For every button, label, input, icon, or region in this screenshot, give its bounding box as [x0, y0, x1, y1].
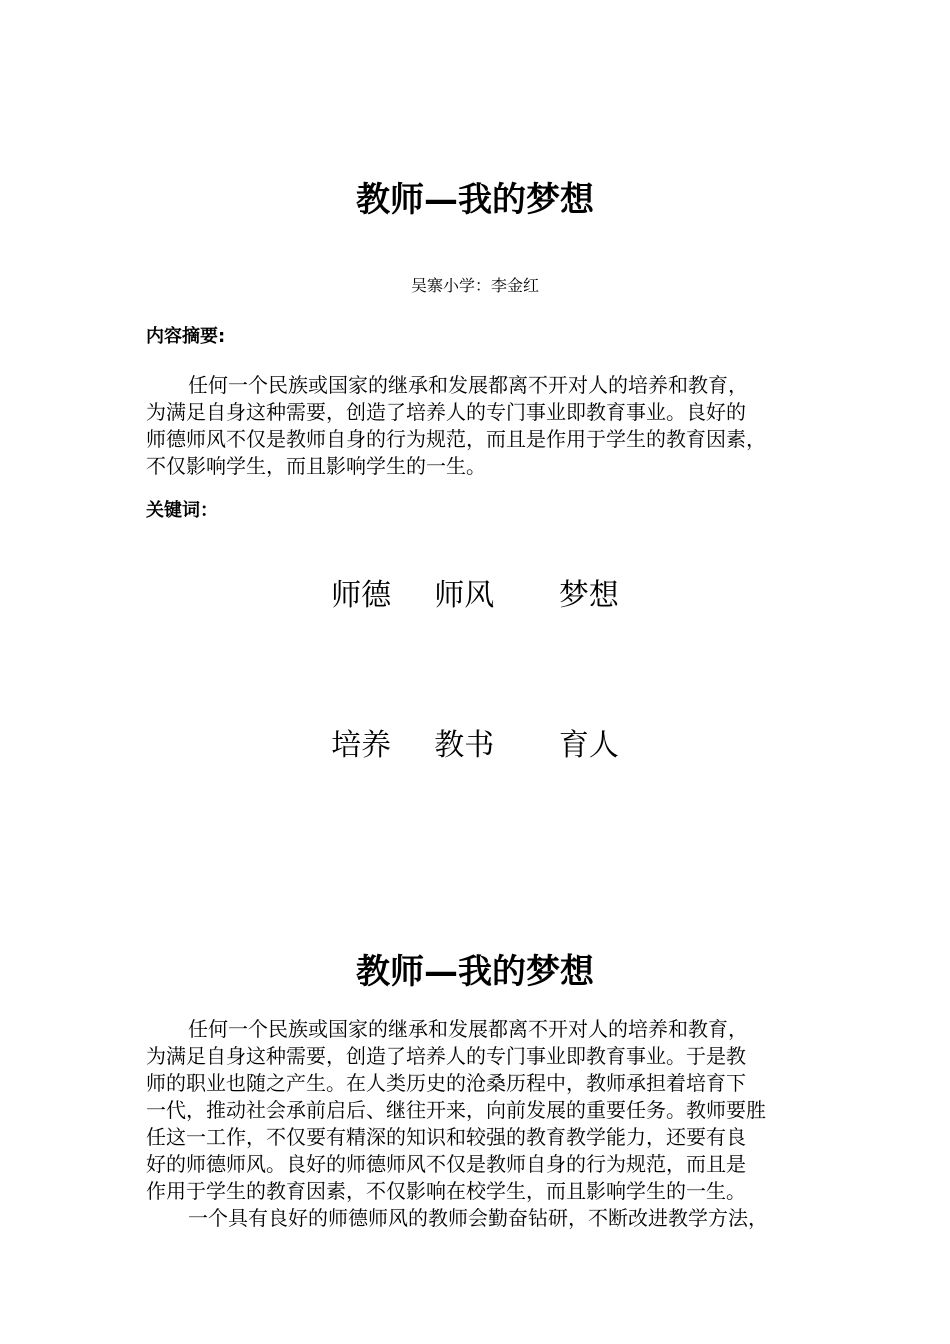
abstract-line: 任何一个民族或国家的继承和发展都离不开对人的培养和教育， [188, 373, 748, 397]
body-line: 师的职业也随之产生。在人类历史的沧桑历程中，教师承担着培育下 [146, 1071, 746, 1095]
document-title: 教师—我的梦想 [356, 180, 594, 220]
body-line: 为满足自身这种需要，创造了培养人的专门事业即教育事业。于是教 [146, 1044, 746, 1068]
body-line: 任何一个民族或国家的继承和发展都离不开对人的培养和教育， [188, 1017, 748, 1041]
body-line: 作用于学生的教育因素，不仅影响在校学生，而且影响学生的一生。 [146, 1179, 746, 1203]
abstract-paragraph [146, 372, 810, 480]
keywords-label: 关键词： [146, 500, 218, 521]
abstract-line: 为满足自身这种需要，创造了培养人的专门事业即教育事业。良好的 [146, 400, 746, 424]
body-paragraph [146, 1016, 810, 1232]
body-line: 好的师德师风。良好的师德师风不仅是教师自身的行为规范，而且是 [146, 1152, 746, 1176]
author-line: 吴寨小学：李金红 [410, 276, 539, 295]
body-title: 教师—我的梦想 [356, 952, 594, 992]
body-line: 任这一工作，不仅要有精深的知识和较强的教育教学能力，还要有良 [146, 1125, 746, 1149]
keywords-line-1: 师德 师风 梦想 [331, 578, 619, 613]
keywords-line-2: 培养 教书 育人 [331, 728, 619, 763]
abstract-line: 不仅影响学生，而且影响学生的一生。 [146, 454, 486, 478]
body-line: 一个具有良好的师德师风的教师会勤奋钻研，不断改进教学方法， [188, 1206, 768, 1230]
abstract-line: 师德师风不仅是教师自身的行为规范，而且是作用于学生的教育因素， [146, 427, 766, 451]
body-line: 一代，推动社会承前启后、继往开来，向前发展的重要任务。教师要胜 [146, 1098, 766, 1122]
abstract-label: 内容摘要: [146, 326, 226, 347]
